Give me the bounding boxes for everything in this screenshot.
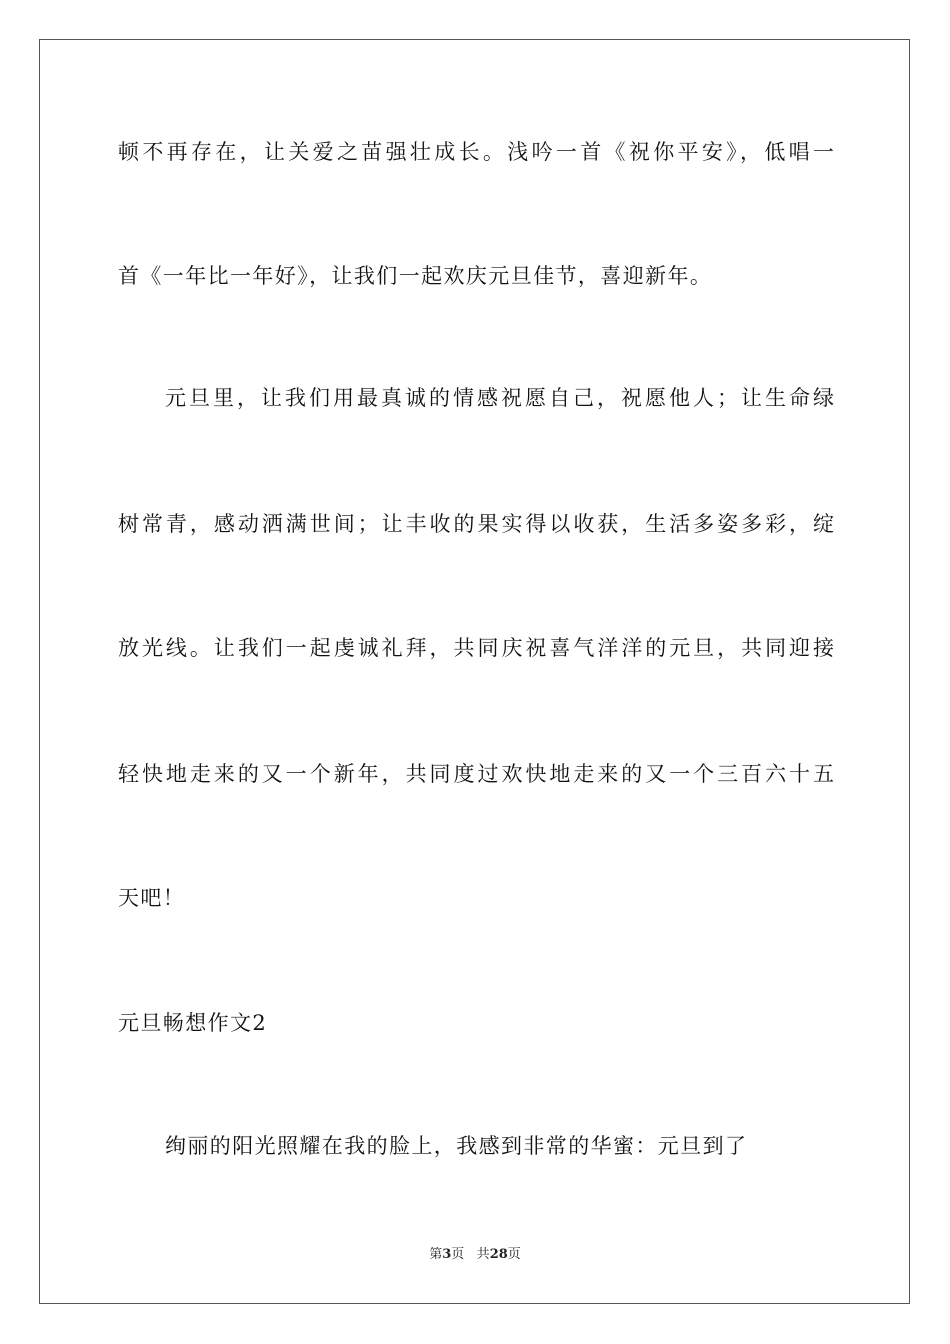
page-border	[39, 39, 910, 1304]
paragraph-line: 首《一年比一年好》，让我们一起欢庆元旦佳节，喜迎新年。	[118, 264, 713, 288]
paragraph-line: 顿不再存在，让关爱之苗强壮成长。浅吟一首《祝你平安》，低唱一	[118, 140, 834, 164]
paragraph-line: 树常青，感动洒满世间；让丰收的果实得以收获，生活多姿多彩，绽	[118, 512, 834, 536]
page-prefix: 第	[429, 1247, 443, 1262]
paragraph-line: 绚丽的阳光照耀在我的脸上，我感到非常的华蜜：元旦到了	[165, 1134, 748, 1158]
page-number: 3	[442, 1247, 452, 1262]
paragraph-line: 轻快地走来的又一个新年，共同度过欢快地走来的又一个三百六十五	[118, 762, 834, 786]
section-heading: 元旦畅想作文2	[118, 1011, 268, 1035]
page-suffix: 页	[451, 1247, 465, 1262]
total-suffix: 页	[507, 1247, 521, 1262]
total-prefix: 共	[476, 1247, 490, 1262]
paragraph-line: 元旦里，让我们用最真诚的情感祝愿自己，祝愿他人；让生命绿	[165, 386, 834, 410]
page-footer	[0, 1246, 950, 1264]
page-total: 28	[489, 1247, 508, 1262]
paragraph-line: 天吧！	[118, 886, 186, 910]
paragraph-line: 放光线。让我们一起虔诚礼拜，共同庆祝喜气洋洋的元旦，共同迎接	[118, 636, 834, 660]
